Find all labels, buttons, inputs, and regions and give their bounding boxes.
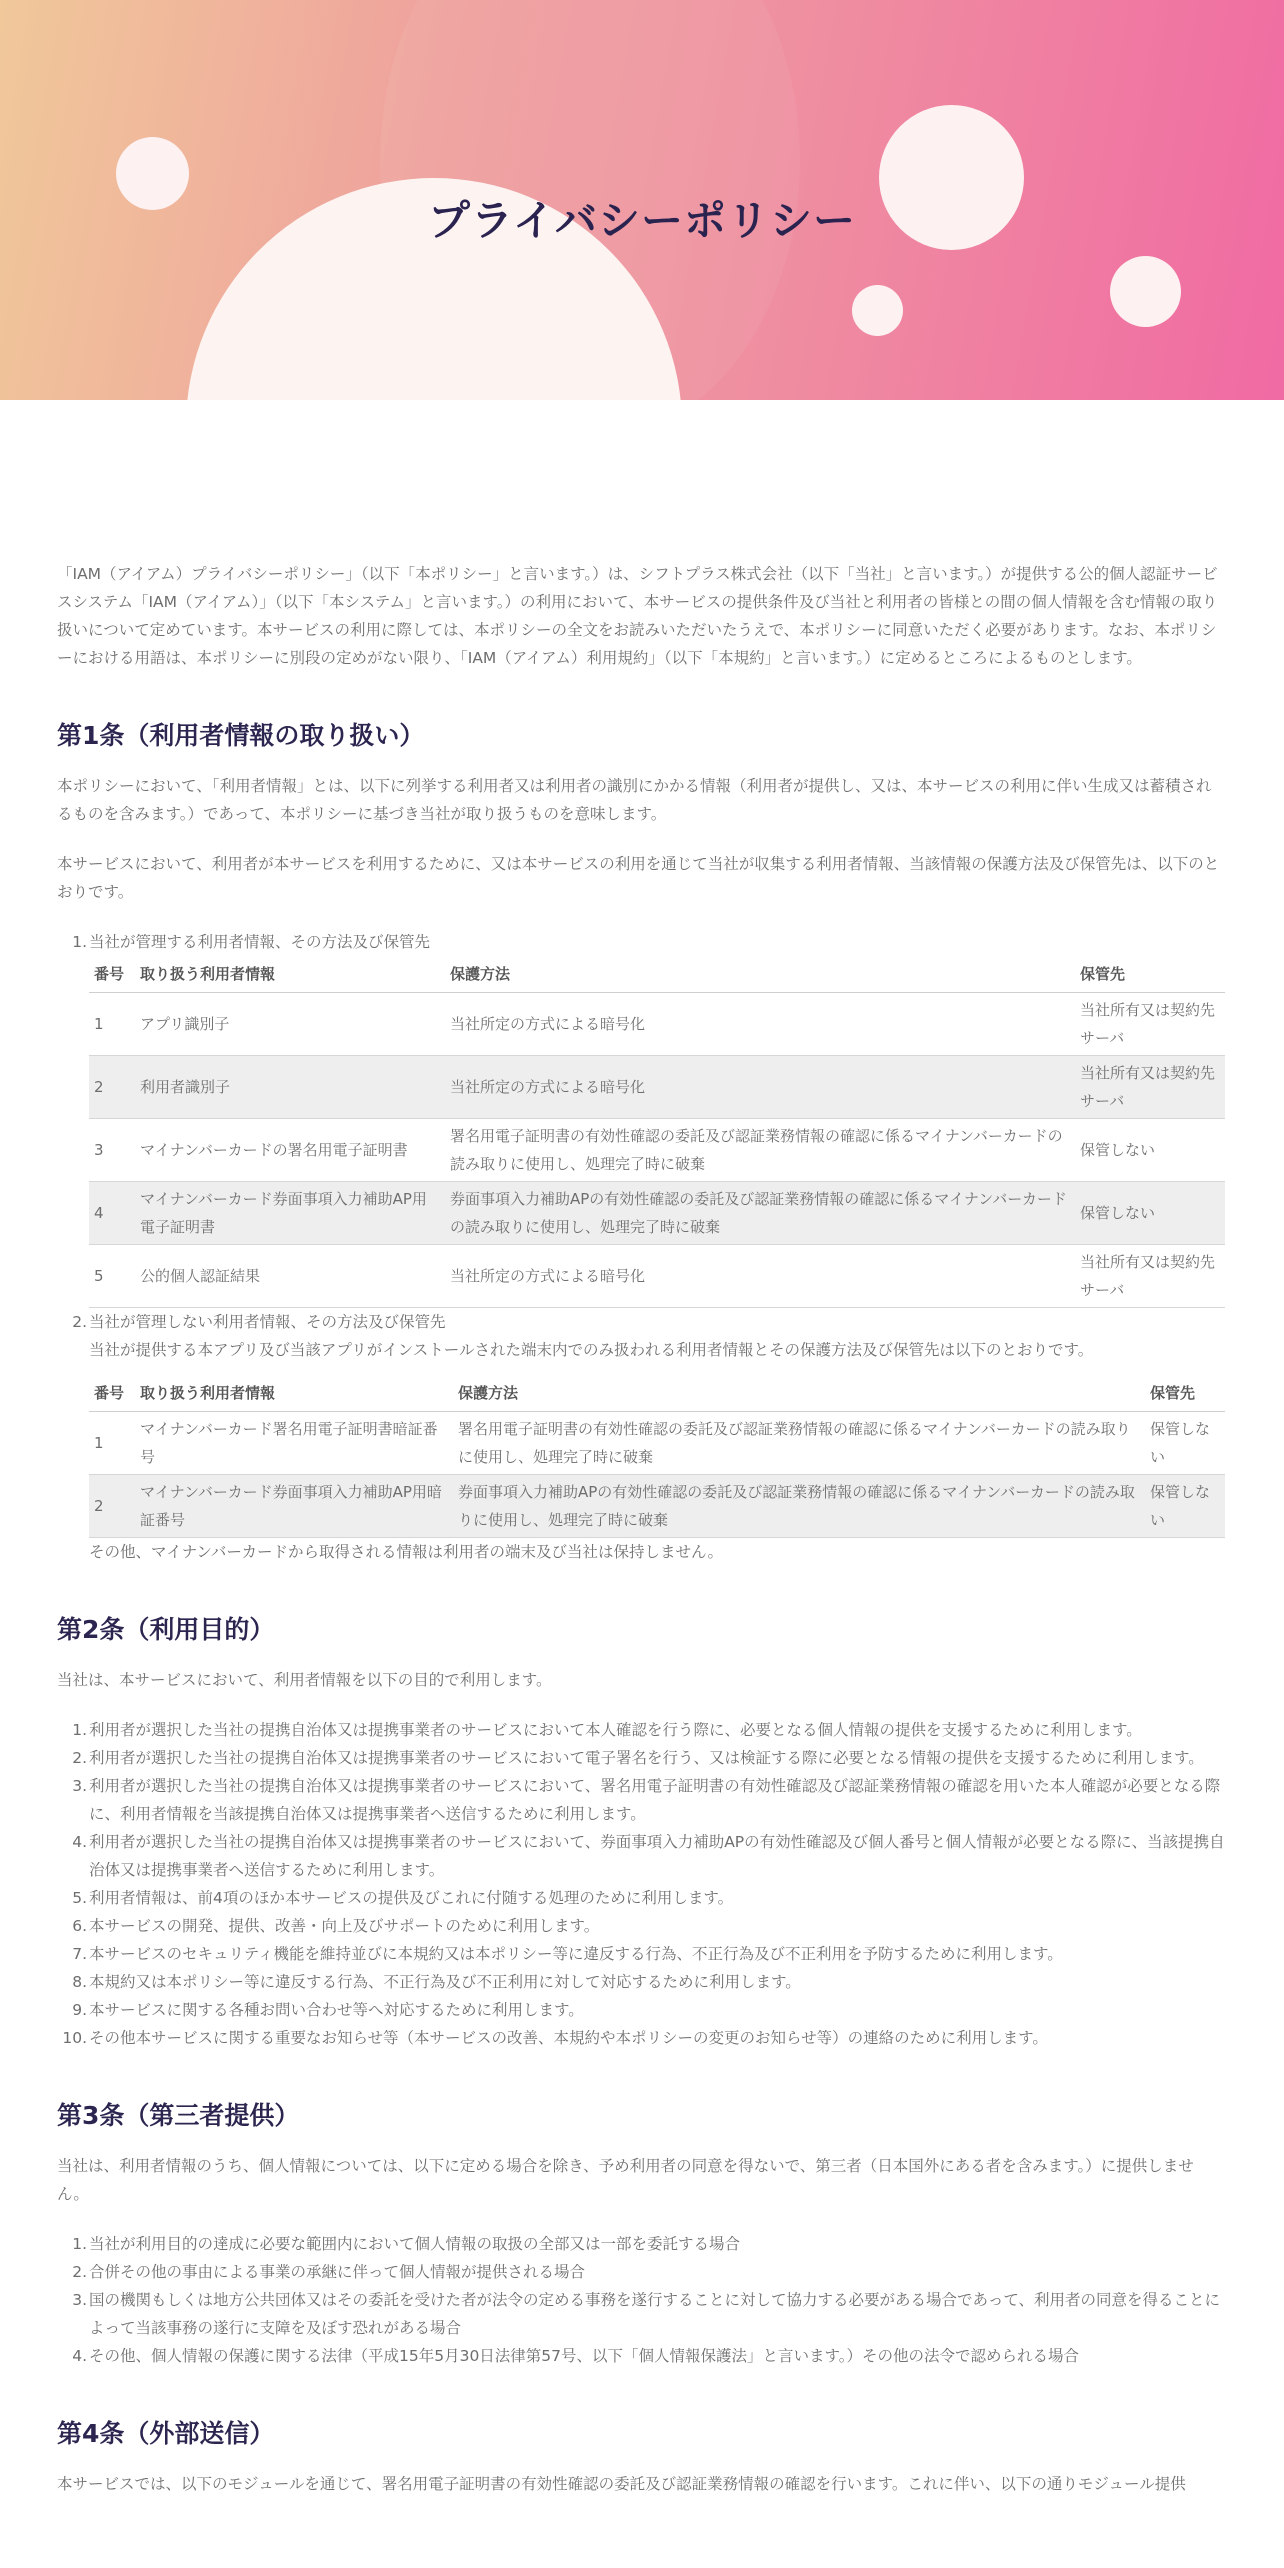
article-1-paragraph-2: 本サービスにおいて、利用者が本サービスを利用するために、又は本サービスの利用を通じて当社が収集する利用者情報、当該情報の保護方法及び保管先は、以下のとおりです。 <box>57 855 1220 901</box>
decorative-circle-small <box>852 285 903 336</box>
list-item <box>57 1772 1225 1828</box>
cell-info: マイナンバーカードの署名用電子証明書 <box>135 1118 445 1181</box>
list-item-text: 利用者が選択した当社の提携自治体又は提携事業者のサービスにおいて、署名用電子証明書の有効性確認及び認証業務情報の確認を用いた本人確認が必要となる際に、利用者情報を当該提携自治体又は提携事業者へ送信するために利用します。 <box>89 1777 1221 1823</box>
cell-info: マイナンバーカード署名用電子証明書暗証番号 <box>135 1412 453 1475</box>
cell-number: 2 <box>89 1475 135 1538</box>
list-item-text: 利用者が選択した当社の提携自治体又は提携事業者のサービスにおいて本人確認を行う際に、必要となる個人情報の提供を支援するために利用します。 <box>89 1721 1142 1739</box>
list-item <box>57 1884 1225 1912</box>
list-item <box>57 2342 1225 2370</box>
article-1-list <box>57 928 1225 1566</box>
header-method: 保護方法 <box>445 956 1075 992</box>
list-item <box>57 2286 1225 2342</box>
header-number: 番号 <box>89 956 135 992</box>
list-item <box>57 1716 1225 1744</box>
article-1-paragraph-1: 本ポリシーにおいて、「利用者情報」とは、以下に列挙する利用者又は利用者の識別にかかる情報（利用者が提供し、又は、本サービスの利用に伴い生成又は蓄積されるものを含みます。）であって、本ポリシーに基づき当社が取り扱うものを意味します。 <box>57 777 1212 823</box>
list-item <box>57 2258 1225 2286</box>
table-row <box>89 992 1225 1055</box>
list-number: 6. <box>72 1917 87 1935</box>
cell-number: 4 <box>89 1181 135 1244</box>
list-item-text: 国の機関もしくは地方公共団体又はその委託を受けた者が法令の定める事務を遂行することに対して協力する必要がある場合であって、利用者の同意を得ることによって当該事務の遂行に支障を及ぼす恐れがある場合 <box>89 2291 1221 2337</box>
article-2-paragraph: 当社は、本サービスにおいて、利用者情報を以下の目的で利用します。 <box>57 1671 552 1689</box>
list-number: 10. <box>62 2029 87 2047</box>
article-4-paragraph: 本サービスでは、以下のモジュールを通じて、署名用電子証明書の有効性確認の委託及び認証業務情報の確認を行います。これに伴い、以下の通りモジュール提供 <box>57 2475 1186 2493</box>
cell-storage: 当社所有又は契約先サーバ <box>1075 1055 1225 1118</box>
header-info: 取り扱う利用者情報 <box>135 956 445 992</box>
list-number: 1. <box>72 1721 87 1739</box>
list-item-text: 当社が管理しない利用者情報、その方法及び保管先 <box>89 1312 446 1331</box>
list-number: 2. <box>72 2263 87 2281</box>
cell-method: 当社所定の方式による暗号化 <box>445 1244 1075 1307</box>
list-number: 9. <box>72 2001 87 2019</box>
table-header-row <box>89 956 1225 992</box>
list-item-description: 当社が提供する本アプリ及び当該アプリがインストールされた端末内でのみ扱われる利用者情報とその保護方法及び保管先は以下のとおりです。 <box>89 1340 1094 1359</box>
article-1-heading: 第1条（利用者情報の取り扱い） <box>57 721 425 750</box>
list-number: 2. <box>72 1312 87 1331</box>
list-item <box>57 2024 1225 2052</box>
cell-number: 1 <box>89 992 135 1055</box>
list-number: 2. <box>72 1749 87 1767</box>
cell-storage: 保管しない <box>1145 1475 1225 1538</box>
list-item <box>57 1744 1225 1772</box>
cell-method: 券面事項入力補助APの有効性確認の委託及び認証業務情報の確認に係るマイナンバーカードの読み取りに使用し、処理完了時に破棄 <box>453 1475 1145 1538</box>
cell-info: 公的個人認証結果 <box>135 1244 445 1307</box>
table-note: その他、マイナンバーカードから取得される情報は利用者の端末及び当社は保持しません。 <box>89 1543 723 1561</box>
list-item-text: 利用者が選択した当社の提携自治体又は提携事業者のサービスにおいて電子署名を行う、又は検証する際に必要となる情報の提供を支援するために利用します。 <box>89 1749 1204 1767</box>
cell-number: 3 <box>89 1118 135 1181</box>
article-2-heading: 第2条（利用目的） <box>57 1615 275 1644</box>
header-method: 保護方法 <box>453 1376 1145 1412</box>
list-item-text: その他本サービスに関する重要なお知らせ等（本サービスの改善、本規約や本ポリシーの変更のお知らせ等）の連絡のために利用します。 <box>89 2029 1048 2047</box>
cell-info: マイナンバーカード券面事項入力補助AP用電子証明書 <box>135 1181 445 1244</box>
list-item <box>57 1912 1225 1940</box>
list-number: 1. <box>72 933 87 951</box>
cell-storage: 保管しない <box>1075 1118 1225 1181</box>
list-item <box>57 928 1225 1308</box>
header-storage: 保管先 <box>1145 1376 1225 1412</box>
cell-storage: 保管しない <box>1075 1181 1225 1244</box>
list-item-text: 当社が利用目的の達成に必要な範囲内において個人情報の取扱の全部又は一部を委託する場合 <box>89 2235 741 2253</box>
article-3-list <box>57 2230 1225 2370</box>
hero-banner <box>0 0 1284 400</box>
cell-storage: 当社所有又は契約先サーバ <box>1075 1244 1225 1307</box>
list-item <box>57 2230 1225 2258</box>
cell-method: 券面事項入力補助APの有効性確認の委託及び認証業務情報の確認に係るマイナンバーカードの読み取りに使用し、処理完了時に破棄 <box>445 1181 1075 1244</box>
unmanaged-info-table <box>89 1376 1225 1539</box>
decorative-circle-far-right <box>1110 256 1181 327</box>
intro-paragraph: 「IAM（アイアム）プライバシーポリシー」（以下「本ポリシー」と言います。）は、シフトプラス株式会社（以下「当社」と言います。）が提供する公的個人認証サービスシステム「IAM（アイアム）」（以下「本システム」と言います。）の利用において、本サービスの提供条件及び当社と利用者の皆様との間の個人情報を含む情報の取り扱いについて定めています。本サービスの利用に際しては、本ポリシーの全文をお読みいただいたうえで、本ポリシーに同意いただく必要があります。なお、本ポリシーにおける用語は、本ポリシーに別段の定めがない限り、「IAM（アイアム）利用規約」（以下「本規約」と言います。）に定めるところによるものとします。 <box>57 565 1218 667</box>
cell-storage: 当社所有又は契約先サーバ <box>1075 992 1225 1055</box>
list-number: 3. <box>72 1777 87 1795</box>
list-item-text: 利用者が選択した当社の提携自治体又は提携事業者のサービスにおいて、券面事項入力補助APの有効性確認及び個人番号と個人情報が必要となる際に、当該提携自治体又は提携事業者へ送信するために利用します。 <box>89 1833 1225 1879</box>
list-item <box>57 1308 1225 1567</box>
table-header-row <box>89 1376 1225 1412</box>
table-row <box>89 1055 1225 1118</box>
cell-storage: 保管しない <box>1145 1412 1225 1475</box>
cell-info: アプリ識別子 <box>135 992 445 1055</box>
list-item <box>57 1940 1225 1968</box>
article-3-paragraph: 当社は、利用者情報のうち、個人情報については、以下に定める場合を除き、予め利用者の同意を得ないで、第三者（日本国外にある者を含みます。）に提供しません。 <box>57 2157 1194 2203</box>
list-item-text: その他、個人情報の保護に関する法律（平成15年5月30日法律第57号、以下「個人情報保護法」と言います。）その他の法令で認められる場合 <box>89 2347 1080 2365</box>
list-number: 4. <box>72 1833 87 1851</box>
header-info: 取り扱う利用者情報 <box>135 1376 453 1412</box>
list-item-text: 合併その他の事由による事業の承継に伴って個人情報が提供される場合 <box>89 2263 586 2281</box>
list-number: 4. <box>72 2347 87 2365</box>
list-number: 3. <box>72 2291 87 2309</box>
table-row <box>89 1244 1225 1307</box>
managed-info-table <box>89 956 1225 1308</box>
page-title: プライバシーポリシー <box>428 196 856 245</box>
table-row <box>89 1475 1225 1538</box>
list-item-text: 本サービスに関する各種お問い合わせ等へ対応するために利用します。 <box>89 2001 584 2019</box>
cell-method: 署名用電子証明書の有効性確認の委託及び認証業務情報の確認に係るマイナンバーカードの読み取りに使用し、処理完了時に破棄 <box>453 1412 1145 1475</box>
policy-content <box>57 560 1225 2498</box>
header-number: 番号 <box>89 1376 135 1412</box>
list-item-text: 本サービスのセキュリティ機能を維持並びに本規約又は本ポリシー等に違反する行為、不正行為及び不正利用を予防するために利用します。 <box>89 1945 1063 1963</box>
list-number: 7. <box>72 1945 87 1963</box>
cell-method: 当社所定の方式による暗号化 <box>445 992 1075 1055</box>
article-3-heading: 第3条（第三者提供） <box>57 2101 300 2130</box>
table-row <box>89 1181 1225 1244</box>
header-storage: 保管先 <box>1075 956 1225 992</box>
table-row <box>89 1118 1225 1181</box>
list-item <box>57 1996 1225 2024</box>
cell-info: 利用者識別子 <box>135 1055 445 1118</box>
list-item <box>57 1828 1225 1884</box>
list-number: 5. <box>72 1889 87 1907</box>
table-row <box>89 1412 1225 1475</box>
cell-info: マイナンバーカード券面事項入力補助AP用暗証番号 <box>135 1475 453 1538</box>
list-item-text: 利用者情報は、前4項のほか本サービスの提供及びこれに付随する処理のために利用します。 <box>89 1889 734 1907</box>
article-4-heading: 第4条（外部送信） <box>57 2419 275 2448</box>
cell-method: 署名用電子証明書の有効性確認の委託及び認証業務情報の確認に係るマイナンバーカードの読み取りに使用し、処理完了時に破棄 <box>445 1118 1075 1181</box>
cell-number: 1 <box>89 1412 135 1475</box>
list-item <box>57 1968 1225 1996</box>
article-2-list <box>57 1716 1225 2052</box>
cell-number: 5 <box>89 1244 135 1307</box>
list-item-text: 本サービスの開発、提供、改善・向上及びサポートのために利用します。 <box>89 1917 600 1935</box>
cell-number: 2 <box>89 1055 135 1118</box>
list-item-text: 当社が管理する利用者情報、その方法及び保管先 <box>89 933 431 951</box>
list-number: 8. <box>72 1973 87 1991</box>
list-item-text: 本規約又は本ポリシー等に違反する行為、不正行為及び不正利用に対して対応するために利用します。 <box>89 1973 801 1991</box>
cell-method: 当社所定の方式による暗号化 <box>445 1055 1075 1118</box>
list-number: 1. <box>72 2235 87 2253</box>
